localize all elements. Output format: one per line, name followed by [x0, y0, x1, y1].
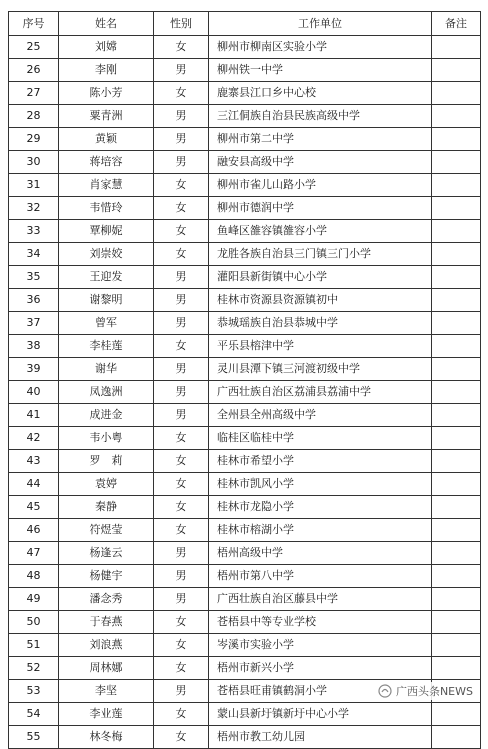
cell-no: 44 — [9, 473, 59, 496]
cell-note — [432, 151, 481, 174]
table-row — [9, 657, 481, 680]
cell-unit: 柳州市柳南区实验小学 — [209, 36, 432, 59]
cell-unit: 桂林市凯风小学 — [209, 473, 432, 496]
cell-note — [432, 312, 481, 335]
cell-note — [432, 726, 481, 749]
cell-unit: 蒙山县新圩镇新圩中心小学 — [209, 703, 432, 726]
table-row — [9, 381, 481, 404]
cell-unit: 桂林市龙隐小学 — [209, 496, 432, 519]
cell-no: 25 — [9, 36, 59, 59]
cell-unit: 梧州市第八中学 — [209, 565, 432, 588]
cell-name: 周林娜 — [59, 657, 154, 680]
cell-gender: 男 — [154, 404, 209, 427]
table-row — [9, 36, 481, 59]
cell-unit: 柳州市雀儿山路小学 — [209, 174, 432, 197]
cell-name: 杨逢云 — [59, 542, 154, 565]
cell-no: 40 — [9, 381, 59, 404]
cell-no: 50 — [9, 611, 59, 634]
cell-gender: 男 — [154, 289, 209, 312]
cell-note — [432, 105, 481, 128]
cell-unit: 桂林市希望小学 — [209, 450, 432, 473]
cell-gender: 女 — [154, 174, 209, 197]
cell-no: 37 — [9, 312, 59, 335]
table-row — [9, 243, 481, 266]
cell-name: 陈小芳 — [59, 82, 154, 105]
table-header — [9, 12, 481, 36]
cell-unit: 苍梧县中等专业学校 — [209, 611, 432, 634]
cell-note — [432, 197, 481, 220]
table-row — [9, 289, 481, 312]
cell-unit: 岑溪市实验小学 — [209, 634, 432, 657]
cell-gender: 女 — [154, 519, 209, 542]
table-body — [9, 36, 481, 749]
watermark-text: 广西头条NEWS — [395, 685, 473, 698]
cell-note — [432, 496, 481, 519]
cell-name: 谢黎明 — [59, 289, 154, 312]
cell-gender: 女 — [154, 496, 209, 519]
table-row — [9, 105, 481, 128]
cell-name: 林冬梅 — [59, 726, 154, 749]
cell-name: 杨健宇 — [59, 565, 154, 588]
cell-no: 36 — [9, 289, 59, 312]
cell-note — [432, 473, 481, 496]
cell-note — [432, 220, 481, 243]
cell-gender: 女 — [154, 220, 209, 243]
cell-gender: 女 — [154, 82, 209, 105]
cell-note — [432, 358, 481, 381]
cell-name: 黄颖 — [59, 128, 154, 151]
table-row — [9, 634, 481, 657]
logo-icon — [378, 684, 392, 698]
cell-unit: 梧州市教工幼儿园 — [209, 726, 432, 749]
cell-gender: 男 — [154, 542, 209, 565]
table-row — [9, 450, 481, 473]
cell-name: 李业莲 — [59, 703, 154, 726]
cell-gender: 男 — [154, 680, 209, 703]
cell-no: 41 — [9, 404, 59, 427]
cell-gender: 女 — [154, 197, 209, 220]
cell-note — [432, 634, 481, 657]
cell-name: 李桂莲 — [59, 335, 154, 358]
cell-name: 蒋培容 — [59, 151, 154, 174]
cell-name: 粟青洲 — [59, 105, 154, 128]
cell-unit: 苍梧县旺甫镇鹤洞小学 — [209, 680, 432, 703]
cell-unit: 灌阳县新街镇中心小学 — [209, 266, 432, 289]
cell-name: 李坚 — [59, 680, 154, 703]
cell-note — [432, 36, 481, 59]
cell-no: 45 — [9, 496, 59, 519]
cell-gender: 女 — [154, 427, 209, 450]
header-note: 备注 — [432, 12, 481, 36]
cell-note — [432, 519, 481, 542]
header-gender: 性别 — [154, 12, 209, 36]
cell-name: 刘嫦 — [59, 36, 154, 59]
cell-no: 49 — [9, 588, 59, 611]
table-row — [9, 59, 481, 82]
cell-no: 26 — [9, 59, 59, 82]
cell-unit: 梧州市新兴小学 — [209, 657, 432, 680]
cell-name: 肖家慧 — [59, 174, 154, 197]
cell-note — [432, 59, 481, 82]
header-name: 姓名 — [59, 12, 154, 36]
cell-gender: 女 — [154, 243, 209, 266]
cell-no: 54 — [9, 703, 59, 726]
table-row — [9, 266, 481, 289]
cell-gender: 女 — [154, 36, 209, 59]
table-row — [9, 542, 481, 565]
cell-name: 秦静 — [59, 496, 154, 519]
cell-note — [432, 542, 481, 565]
cell-name: 刘浪燕 — [59, 634, 154, 657]
cell-name: 谢华 — [59, 358, 154, 381]
cell-unit: 鱼峰区雒容镇雒容小学 — [209, 220, 432, 243]
table-row — [9, 565, 481, 588]
cell-gender: 女 — [154, 611, 209, 634]
cell-note — [432, 174, 481, 197]
cell-no: 48 — [9, 565, 59, 588]
table-row — [9, 151, 481, 174]
table-row — [9, 197, 481, 220]
cell-gender: 男 — [154, 381, 209, 404]
cell-name: 李刚 — [59, 59, 154, 82]
table-row — [9, 82, 481, 105]
cell-unit: 三江侗族自治县民族高级中学 — [209, 105, 432, 128]
header-row — [9, 12, 481, 36]
cell-name: 曾军 — [59, 312, 154, 335]
cell-no: 32 — [9, 197, 59, 220]
table-row — [9, 588, 481, 611]
table-row — [9, 358, 481, 381]
cell-unit: 柳州铁一中学 — [209, 59, 432, 82]
cell-unit: 龙胜各族自治县三门镇三门小学 — [209, 243, 432, 266]
cell-name: 韦小粤 — [59, 427, 154, 450]
cell-name: 袁婷 — [59, 473, 154, 496]
cell-no: 42 — [9, 427, 59, 450]
cell-note — [432, 266, 481, 289]
cell-note — [432, 404, 481, 427]
cell-gender: 女 — [154, 473, 209, 496]
cell-note — [432, 128, 481, 151]
cell-note — [432, 450, 481, 473]
cell-no: 53 — [9, 680, 59, 703]
cell-no: 39 — [9, 358, 59, 381]
cell-no: 51 — [9, 634, 59, 657]
cell-no: 33 — [9, 220, 59, 243]
cell-no: 47 — [9, 542, 59, 565]
cell-unit: 平乐县榕津中学 — [209, 335, 432, 358]
cell-gender: 男 — [154, 59, 209, 82]
cell-no: 28 — [9, 105, 59, 128]
cell-gender: 女 — [154, 450, 209, 473]
cell-unit: 临桂区临桂中学 — [209, 427, 432, 450]
cell-name: 于春燕 — [59, 611, 154, 634]
cell-note — [432, 243, 481, 266]
cell-no: 34 — [9, 243, 59, 266]
cell-note — [432, 289, 481, 312]
cell-gender: 男 — [154, 312, 209, 335]
cell-unit: 广西壮族自治区荔浦县荔浦中学 — [209, 381, 432, 404]
header-no: 序号 — [9, 12, 59, 36]
table-row — [9, 220, 481, 243]
cell-gender: 男 — [154, 588, 209, 611]
cell-gender: 男 — [154, 105, 209, 128]
cell-gender: 男 — [154, 266, 209, 289]
cell-name: 覃柳妮 — [59, 220, 154, 243]
cell-gender: 男 — [154, 128, 209, 151]
cell-no: 52 — [9, 657, 59, 680]
cell-unit: 鹿寨县江口乡中心校 — [209, 82, 432, 105]
table-row — [9, 473, 481, 496]
header-unit: 工作单位 — [209, 12, 432, 36]
cell-gender: 女 — [154, 634, 209, 657]
cell-gender: 女 — [154, 335, 209, 358]
cell-note — [432, 335, 481, 358]
cell-gender: 男 — [154, 151, 209, 174]
table-row — [9, 335, 481, 358]
cell-no: 46 — [9, 519, 59, 542]
table-row — [9, 128, 481, 151]
cell-name: 成进金 — [59, 404, 154, 427]
cell-gender: 男 — [154, 565, 209, 588]
table-row — [9, 496, 481, 519]
table-row — [9, 404, 481, 427]
watermark — [375, 682, 476, 700]
table-row — [9, 174, 481, 197]
cell-no: 38 — [9, 335, 59, 358]
cell-name: 罗 莉 — [59, 450, 154, 473]
cell-note — [432, 611, 481, 634]
table-row — [9, 519, 481, 542]
cell-note — [432, 588, 481, 611]
cell-gender: 女 — [154, 703, 209, 726]
cell-unit: 灵川县潭下镇三河渡初级中学 — [209, 358, 432, 381]
table-row — [9, 312, 481, 335]
cell-unit: 全州县全州高级中学 — [209, 404, 432, 427]
cell-note — [432, 381, 481, 404]
cell-name: 王迎发 — [59, 266, 154, 289]
cell-no: 27 — [9, 82, 59, 105]
cell-no: 30 — [9, 151, 59, 174]
cell-no: 31 — [9, 174, 59, 197]
cell-note — [432, 565, 481, 588]
cell-unit: 恭城瑶族自治县恭城中学 — [209, 312, 432, 335]
cell-unit: 梧州高级中学 — [209, 542, 432, 565]
cell-no: 43 — [9, 450, 59, 473]
cell-note — [432, 82, 481, 105]
cell-unit: 广西壮族自治区藤县中学 — [209, 588, 432, 611]
cell-gender: 女 — [154, 726, 209, 749]
table-row — [9, 726, 481, 749]
cell-no: 35 — [9, 266, 59, 289]
table-row — [9, 427, 481, 450]
cell-name: 凤逸洲 — [59, 381, 154, 404]
cell-unit: 桂林市榕湖小学 — [209, 519, 432, 542]
cell-no: 55 — [9, 726, 59, 749]
cell-gender: 男 — [154, 358, 209, 381]
cell-name: 刘崇姣 — [59, 243, 154, 266]
cell-unit: 柳州市第二中学 — [209, 128, 432, 151]
cell-unit: 融安县高级中学 — [209, 151, 432, 174]
cell-name: 韦惜玲 — [59, 197, 154, 220]
cell-name: 潘念秀 — [59, 588, 154, 611]
cell-unit: 桂林市资源县资源镇初中 — [209, 289, 432, 312]
cell-unit: 柳州市德润中学 — [209, 197, 432, 220]
table-row — [9, 611, 481, 634]
roster-table — [8, 11, 481, 749]
cell-note — [432, 427, 481, 450]
cell-no: 29 — [9, 128, 59, 151]
cell-note — [432, 657, 481, 680]
cell-name: 符煜莹 — [59, 519, 154, 542]
cell-gender: 女 — [154, 657, 209, 680]
